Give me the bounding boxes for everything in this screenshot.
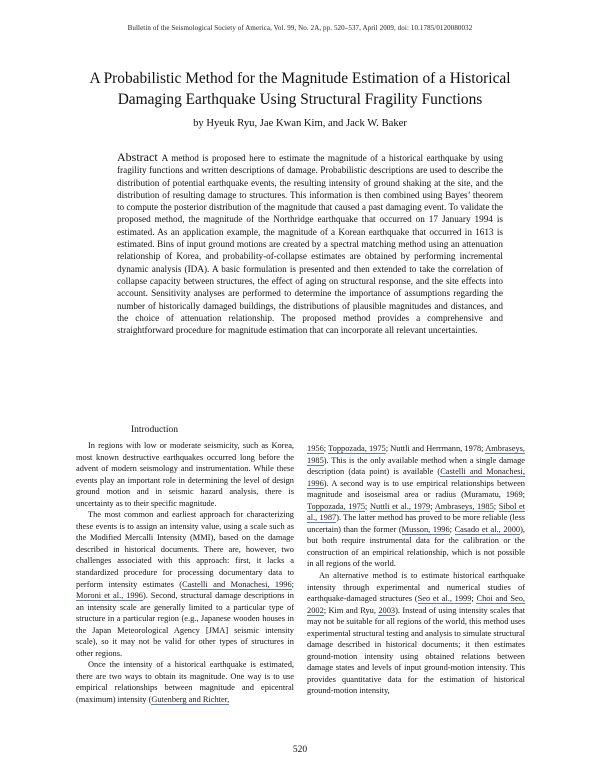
paragraph xyxy=(307,570,525,697)
section-title-introduction: Introduction xyxy=(131,425,178,435)
citation-link[interactable]: 1956 xyxy=(307,444,324,453)
text-run: ). This is the only available method when a single damage description (data point) is available ( xyxy=(307,455,525,477)
abstract xyxy=(117,151,503,336)
text-run: An alternative method is to estimate historical earthquake intensity through experimental and numerical studies of earthquake-damaged structures ( xyxy=(307,571,525,604)
abstract-text: A method is proposed here to estimate the magnitude of a historical earthquake by using fragility functions and written descriptions of damage. Probabilistic descriptions are used to describe the distribution of potential earthquake events, the resulting intensity of ground shaking at the site, and the distribution of resulting damage to structures. This information is then combined using Bayes’ theorem to compute the posterior distribution of the magnitude that caused a past damaging event. To validate the proposed method, the magnitude of the Northridge earthquake that occurred on 17 January 1994 is estimated. As an application example, the magnitude of a Korean earthquake that occurred in 1613 is estimated. Bins of input ground motions are created by a spectral matching method using an attenuation relationship of Korea, and probability-of-collapse estimates are obtained by performing incremental dynamic analysis (IDA). A basic formulation is presented and then extended to take the correlation of collapse capacity between structures, the effect of aging on structural response, and the site effects into account. Sensitivity analyses are performed to determine the importance of assumptions regarding the number of historically damaged buildings, the distributions of plausible magnitudes and distances, and the choice of attenuation relationship. The proposed method provides a comprehensive and straightforward procedure for magnitude estimation that can incorporate all relevant uncertainties. xyxy=(117,153,503,336)
citation-link[interactable]: Toppozada, 1975 xyxy=(328,444,386,453)
running-head: Bulletin of the Seismological Society of America, Vol. 99, No. 2A, pp. 520–537, April 2009, doi: 10.1785/0120080032 xyxy=(127,24,473,32)
citation-link[interactable]: Casado et al., 2000 xyxy=(454,524,521,534)
author-line: by Hyeuk Ryu, Jae Kwan Kim, and Jack W. Baker xyxy=(193,118,407,129)
citation-link[interactable]: Nuttli et al., 1979 xyxy=(369,501,431,511)
paper-title: A Probabilistic Method for the Magnitude Estimation of a Historical Damaging Earthquake Using Structural Fragility Functions xyxy=(89,70,511,108)
text-run: ; xyxy=(471,594,477,604)
text-run: ). The latter method has proved to be more reliable (less uncertain) than the former ( xyxy=(307,513,525,534)
abstract-heading: Abstract xyxy=(117,150,158,164)
citation-link[interactable]: Seo et al., 1999 xyxy=(417,594,472,604)
citation-link[interactable]: Castelli and Monachesi, 1996 xyxy=(182,579,292,589)
text-run: ; xyxy=(365,501,370,511)
text-run: ). Instead of using intensity scales that may not be suitable for all regions of the world, this method uses experimental structural testing and analysis to simulate structural damage described in historical documents; it then estimates ground-motion intensity using obtained relations between damage states and levels of input ground-motion intensity. This provides quantitative data for the estimation of historical ground-motion intensity, xyxy=(307,605,525,696)
text-run: ; xyxy=(323,444,329,453)
citation-link[interactable]: Ambraseys, 1985 xyxy=(307,444,525,465)
citation-link[interactable]: Sibol et al., 1987 xyxy=(307,501,526,523)
text-run: ). Second, structural damage descriptions in an intensity scale are generally limited to a particular type of structure in a particular region (e.g., Japanese wooden houses in the Japan Meteorological Agency [JMA] seismic intensity scale), so it may not be valid for other types of structures in other regions. xyxy=(76,591,294,658)
text-run: ; xyxy=(449,524,455,534)
paragraph xyxy=(76,509,294,659)
text-run: ; xyxy=(430,501,435,511)
text-run: ), but both require instrumental data for the calibration or the construction of an empirical relationship, which is not possible in all regions of the world. xyxy=(307,524,526,569)
right-column xyxy=(307,443,525,697)
citation-link[interactable]: Castelli and Monachesi, 1996 xyxy=(307,467,525,488)
text-run: ; Kim and Ryu, xyxy=(323,605,379,615)
text-run: ; Nuttli and Herrmann, 1978; xyxy=(385,444,486,453)
citation-link[interactable]: Gutenberg and Richter, xyxy=(151,695,230,705)
text-run: ; xyxy=(493,501,499,511)
text-run: ; xyxy=(291,579,294,589)
text-run: ). A second way is to use empirical relationships between magnitude and isoseismal area or radius (Muramatu, 1969; xyxy=(307,478,525,500)
page-number: 520 xyxy=(292,745,308,755)
paragraph xyxy=(307,443,525,570)
text-run: Once the intensity of a historical earthquake is estimated, there are two ways to obtain its magnitude. One way is to use empirical relationships between magnitude and epicentral (maximum) intensity ( xyxy=(76,660,294,705)
citation-link[interactable]: Toppozada, 1975 xyxy=(307,501,366,511)
citation-link[interactable]: Musson, 1996 xyxy=(401,524,450,534)
citation-link[interactable]: Moroni et al., 1996 xyxy=(76,591,143,601)
left-column xyxy=(76,440,294,706)
paragraph: In regions with low or moderate seismicity, such as Korea, most known destructive earthquakes occurred long before the advent of modern seismology and instrumentation. While these events play an important role in determining the level of design ground motion and in seismic hazard analysis, there is uncertainty as to their specific magnitude. xyxy=(76,441,294,508)
citation-link[interactable]: Ambraseys, 1985 xyxy=(434,501,494,511)
citation-link[interactable]: 2003 xyxy=(378,605,396,615)
paragraph xyxy=(76,659,294,705)
citation-link[interactable]: Choi and Seo, 2002 xyxy=(307,594,526,615)
text-run: The most common and earliest approach for characterizing these events is to assign an intensity value, using a scale such as the Modified Mercalli Intensity (MMI), based on the damage described in historical documents. There are, however, two challenges associated with this approach: first, it lacks a standardized procedure for processing documentary data to perform intensity estimates ( xyxy=(76,510,294,589)
